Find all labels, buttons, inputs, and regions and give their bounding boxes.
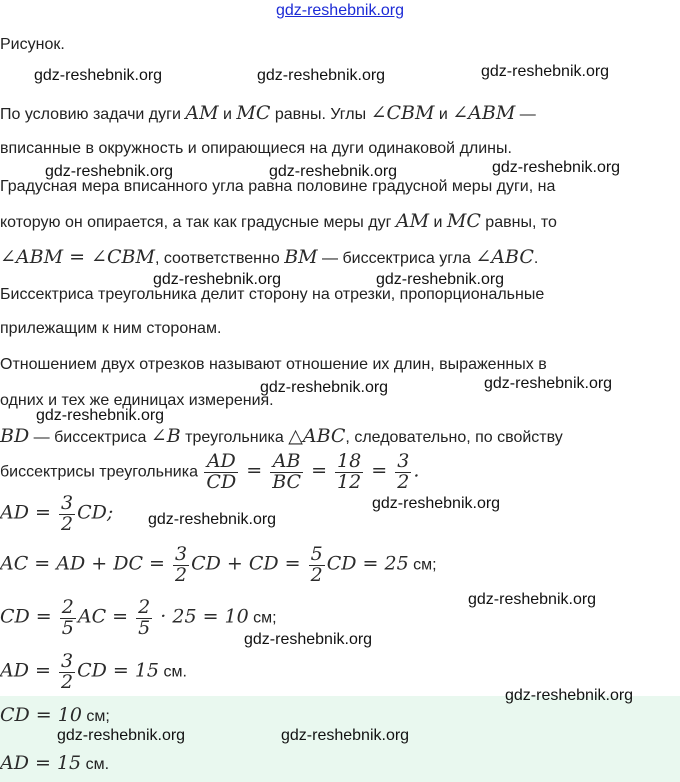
text-line: ∠ABM = ∠CBM, соответственно BM — биссектриса угла ∠ABC. [0, 246, 539, 268]
watermark: gdz-reshebnik.org [492, 159, 621, 176]
text-line: BD — биссектриса ∠B треугольника △ABC, следовательно, по свойству [0, 425, 563, 447]
text-line: вписанные в окружность и опирающиеся на дуги одинаковой длины. [0, 140, 512, 157]
watermark: gdz-reshebnik.org [153, 271, 282, 288]
watermark: gdz-reshebnik.org [57, 727, 186, 744]
text-line: Биссектриса треугольника делит сторону на отрезки, пропорциональные [0, 286, 545, 303]
watermark: gdz-reshebnik.org [376, 271, 505, 288]
text-line: Градусная мера вписанного угла равна половине градусной меры дуги, на [0, 178, 556, 195]
watermark: gdz-reshebnik.org [45, 163, 174, 180]
watermark: gdz-reshebnik.org [34, 67, 163, 84]
equation: AD = $\frac{3}{2}$ CD = 15 см. [0, 650, 187, 693]
watermark: gdz-reshebnik.org [468, 591, 597, 608]
watermark: gdz-reshebnik.org [484, 375, 613, 392]
watermark: gdz-reshebnik.org [148, 511, 277, 528]
watermark: gdz-reshebnik.org [281, 727, 410, 744]
text-figure: Рисунок. [0, 36, 65, 53]
answer-line: AD = 15 см. [0, 752, 110, 774]
equation: AD = $\frac{3}{2}$ CD; [0, 492, 114, 535]
watermark: gdz-reshebnik.org [372, 495, 501, 512]
text-line: прилежащим к ним сторонам. [0, 320, 222, 337]
text-line: одних и тех же единицах измерения. [0, 392, 274, 409]
watermark: gdz-reshebnik.org [269, 163, 398, 180]
equation: AC = AD + DC = $\frac{3}{2}$ CD + CD = $\frac{5}{2}$ CD = 25 см; [0, 543, 437, 586]
watermark: gdz-reshebnik.org [481, 63, 610, 80]
watermark-link[interactable]: gdz-reshebnik.org [275, 2, 405, 19]
text-line: Отношением двух отрезков называют отношение их длин, выраженных в [0, 356, 547, 373]
answer-line: CD = 10 см; [0, 704, 110, 726]
equation: CD = $\frac{2}{5}$ AC = $\frac{2}{5}$ · 25 = 10 см; [0, 596, 277, 639]
watermark: gdz-reshebnik.org [244, 631, 373, 648]
watermark: gdz-reshebnik.org [505, 687, 634, 704]
watermark: gdz-reshebnik.org [260, 379, 389, 396]
watermark: gdz-reshebnik.org [257, 67, 386, 84]
watermark: gdz-reshebnik.org [36, 407, 165, 424]
text-line: По условию задачи дуги AM и MC равны. Углы ∠CBM и ∠ABM — [0, 102, 536, 124]
text-line: биссектрисы треугольника $\frac{AD}{CD}$ = $\frac{AB}{BC}$ = $\frac{18}{12}$ = $\frac{3}{2}$ . [0, 450, 420, 493]
text-line: которую он опирается, а так как градусные меры дуг AM и MC равны, то [0, 210, 557, 232]
